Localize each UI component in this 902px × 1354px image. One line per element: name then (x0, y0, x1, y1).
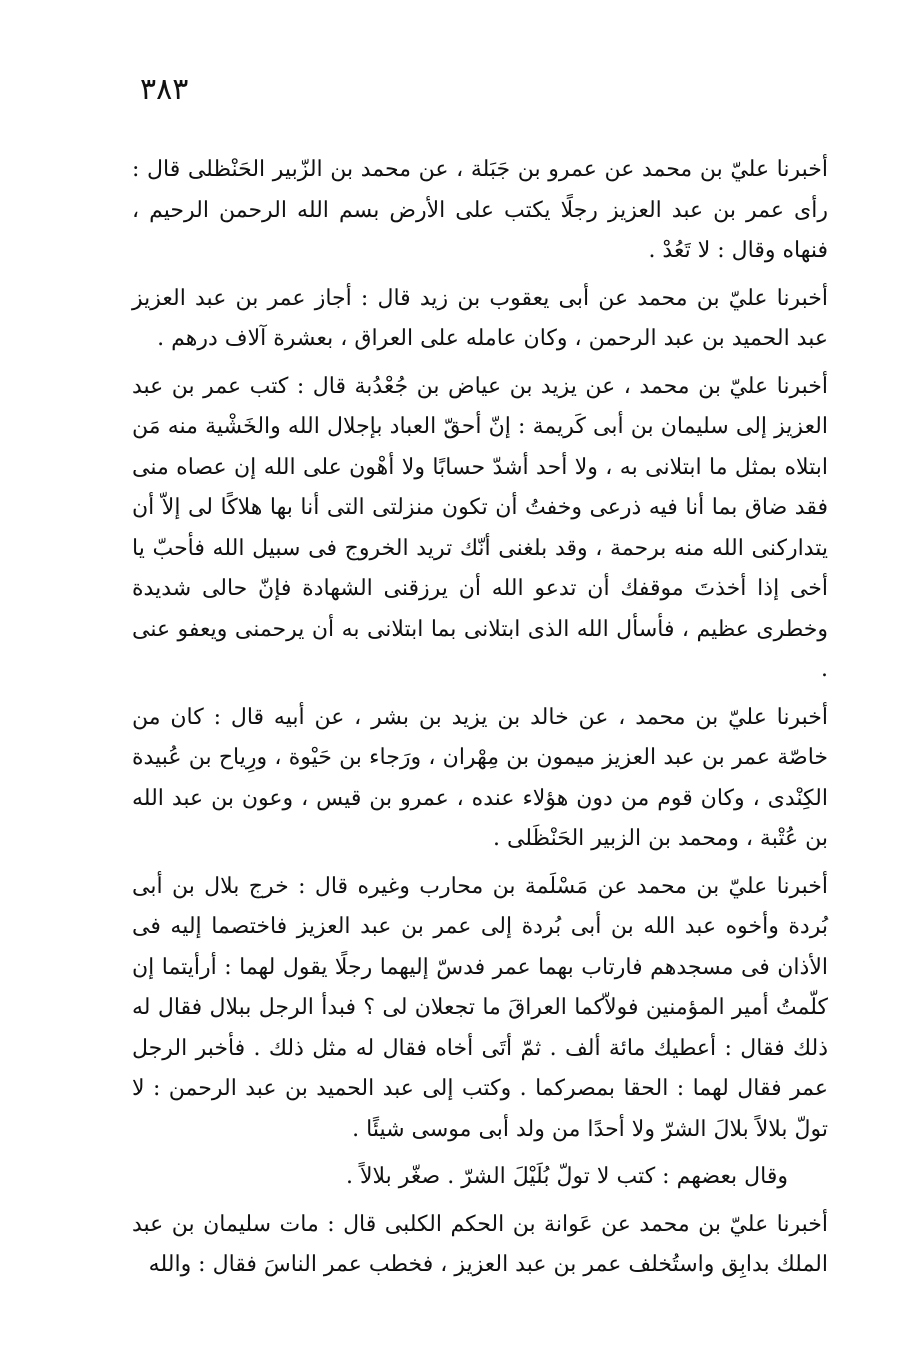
page-number: ٣٨٣ (140, 72, 189, 107)
paragraph: أخبرنا عليّ بن محمد عن عَوانة بن الحكم الكلبى قال : مات سليمان بن عبد الملك بدابِق واستُخلف عمر بن عبد العزيز ، فخطب عمر الناسَ فقال : والله (132, 1211, 828, 1277)
paragraph: أخبرنا عليّ بن محمد عن عمرو بن جَبَلة ، عن محمد بن الزّبير الحَنْظلى قال : رأى عمر بن عبد العزيز رجلًا يكتب على الأرض بسم الله الرحمن الرحيم ، فنهاه وقال : لا تَعُدْ . (132, 157, 829, 263)
body-text (132, 150, 828, 1293)
paragraph: أخبرنا عليّ بن محمد ، عن خالد بن يزيد بن بشر ، عن أبيه قال : كان من خاصّة عمر بن عبد العزيز ميمون بن مِهْران ، ورَجاء بن حَيْوة ، ورِياح بن عُبيدة الكِنْدى ، وكان قوم من دون هؤلاء عنده ، عمرو بن قيس ، وعون بن عبد الله بن عُتْبة ، ومحمد بن الزبير الحَنْظَلى . (132, 704, 828, 851)
paragraph: أخبرنا عليّ بن محمد عن مَسْلَمة بن محارب وغيره قال : خرج بلال بن أبى بُردة وأخوه عبد الله بن أبى بُردة إلى عمر بن عبد العزيز فاختصما إليه فى الأذان فى مسجدهم فارتاب بهما عمر فدسّ إليهما رجلًا يقول لهما : أرأيتما إن كلّمتُ أمير المؤمنين فولاّكما العراقَ ما تجعلان لى ؟ فبدأ الرجل ببلال فقال له ذلك فقال : أعطيك مائة ألف . ثمّ أتَى أخاه فقال له مثل ذلك . فأخبر الرجل عمر فقال لهما : الحقا بمصركما . وكتب إلى عبد الحميد بن عبد الرحمن : لا تولّ بلالاً بلالَ الشرّ ولا أحدًا من ولد أبى موسى شيئًا . (132, 873, 828, 1142)
paragraph: أخبرنا عليّ بن محمد عن أبى يعقوب بن زيد قال : أجاز عمر بن عبد العزيز عبد الحميد بن عبد الرحمن ، وكان عامله على العراق ، بعشرة آلاف درهم . (132, 285, 828, 351)
paragraph: أخبرنا عليّ بن محمد ، عن يزيد بن عياض بن جُعْدُبة قال : كتب عمر بن عبد العزيز إلى سليمان بن أبى كَريمة : إنّ أحقّ العباد بإجلال الله والخَشْية منه مَن ابتلاه بمثل ما ابتلانى به ، ولا أحد أشدّ حسابًا ولا أهْون على الله إن عصاه منى فقد ضاق بما أنا فيه ذرعى وخفتُ أن تكون منزلتى التى أنا بها هلاكًا لى إلاّ أن يتداركنى الله منه برحمة ، وقد بلغنى أنّك تريد الخروج فى سبيل الله فأحبّ يا أخى إذا أخذتَ موقفك أن تدعو الله أن يرزقنى الشهادة فإنّ حالى شديدة وخطرى عظيم ، فأسأل الله الذى ابتلانى بما ابتلانى به أن يرحمنى ويعفو عنى . (132, 373, 828, 682)
paragraph: وقال بعضهم : كتب لا تولّ بُلَيْلَ الشرّ . صغّر بلالاً . (346, 1164, 788, 1189)
